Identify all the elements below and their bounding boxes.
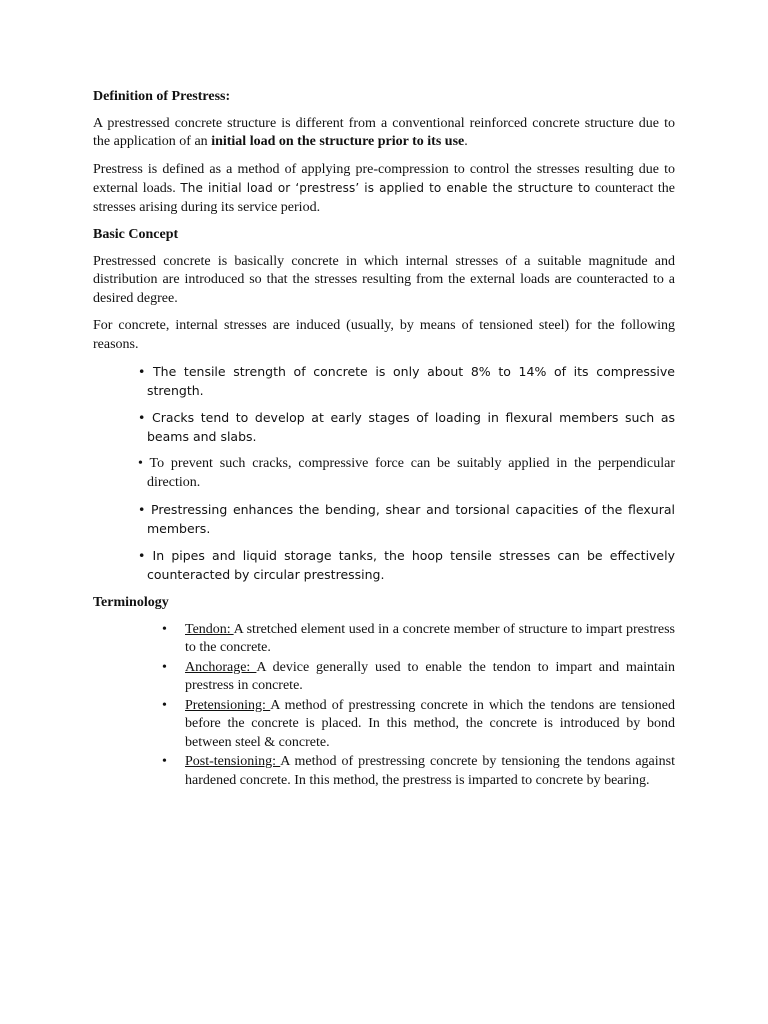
document-page <box>93 88 675 791</box>
definition-heading: Definition of Prestress: <box>93 89 231 104</box>
bullet-icon: • <box>162 621 167 637</box>
reasons-list <box>93 363 675 584</box>
definition-p2-a: Prestress is defined as a method of applying pre-compression to control the stresses resulting due to external loads. <box>93 161 675 196</box>
term-label: Post-tensioning: <box>185 754 281 769</box>
term-item-post-tensioning <box>162 753 675 790</box>
term-definition: A device generally used to enable the tendon to impart and maintain prestress in concrete. <box>185 659 675 693</box>
term-label: Tendon: <box>185 621 234 637</box>
term-definition: A stretched element used in a concrete member of structure to impart prestress to the concrete. <box>185 621 675 655</box>
term-item-pretensioning <box>162 697 675 753</box>
term-definition: A method of prestressing concrete by tensioning the tendons against hardened concrete. In this method, the prestress is imparted to concrete by bearing. <box>185 754 675 788</box>
definition-p1-end: . <box>464 134 468 149</box>
definition-paragraph-1 <box>93 115 675 152</box>
terminology-heading: Terminology <box>93 595 169 610</box>
reason-item: • In pipes and liquid storage tanks, the hoop tensile stresses can be effectively counteracted by circular prestressing. <box>138 548 675 582</box>
terminology-list <box>93 621 675 791</box>
term-item-anchorage <box>162 659 675 696</box>
basic-concept-paragraph-2: For concrete, internal stresses are induced (usually, by means of tensioned steel) for the following reasons. <box>93 318 675 352</box>
definition-p1-text: A prestressed concrete structure is different from a conventional reinforced concrete structure due to the application of an <box>93 115 675 149</box>
definition-paragraph-2 <box>93 161 675 218</box>
bullet-icon: • <box>162 754 167 769</box>
reason-item: • The tensile strength of concrete is only about 8% to 14% of its compressive strength. <box>138 364 675 398</box>
term-label: Pretensioning: <box>185 697 271 713</box>
definition-p2-b: The initial load or ‘prestress’ is applied to enable the structure to <box>180 181 591 195</box>
basic-concept-paragraph-1: Prestressed concrete is basically concrete in which internal stresses of a suitable magnitude and distribution are introduced so that the stresses resulting from the external loads are counteracted to a desired degree. <box>93 253 675 306</box>
term-item-tendon <box>162 621 675 658</box>
basic-concept-heading: Basic Concept <box>93 227 179 242</box>
reason-item: • Prestressing enhances the bending, shear and torsional capacities of the flexural members. <box>138 502 675 536</box>
definition-p1-bold: initial load on the structure prior to its use <box>211 134 465 149</box>
term-definition: A method of prestressing concrete in which the tendons are tensioned before the concrete is placed. In this method, the concrete is introduced by bond between steel & concrete. <box>185 697 675 750</box>
reason-item: • Cracks tend to develop at early stages of loading in flexural members such as beams and slabs. <box>138 410 675 444</box>
definition-p2-c: counteract the stresses arising during its service period. <box>93 181 675 215</box>
bullet-icon: • <box>162 697 167 713</box>
bullet-icon: • <box>162 659 167 675</box>
term-label: Anchorage: <box>185 659 257 675</box>
reason-item: • To prevent such cracks, compressive force can be suitably applied in the perpendicular direction. <box>138 456 675 490</box>
